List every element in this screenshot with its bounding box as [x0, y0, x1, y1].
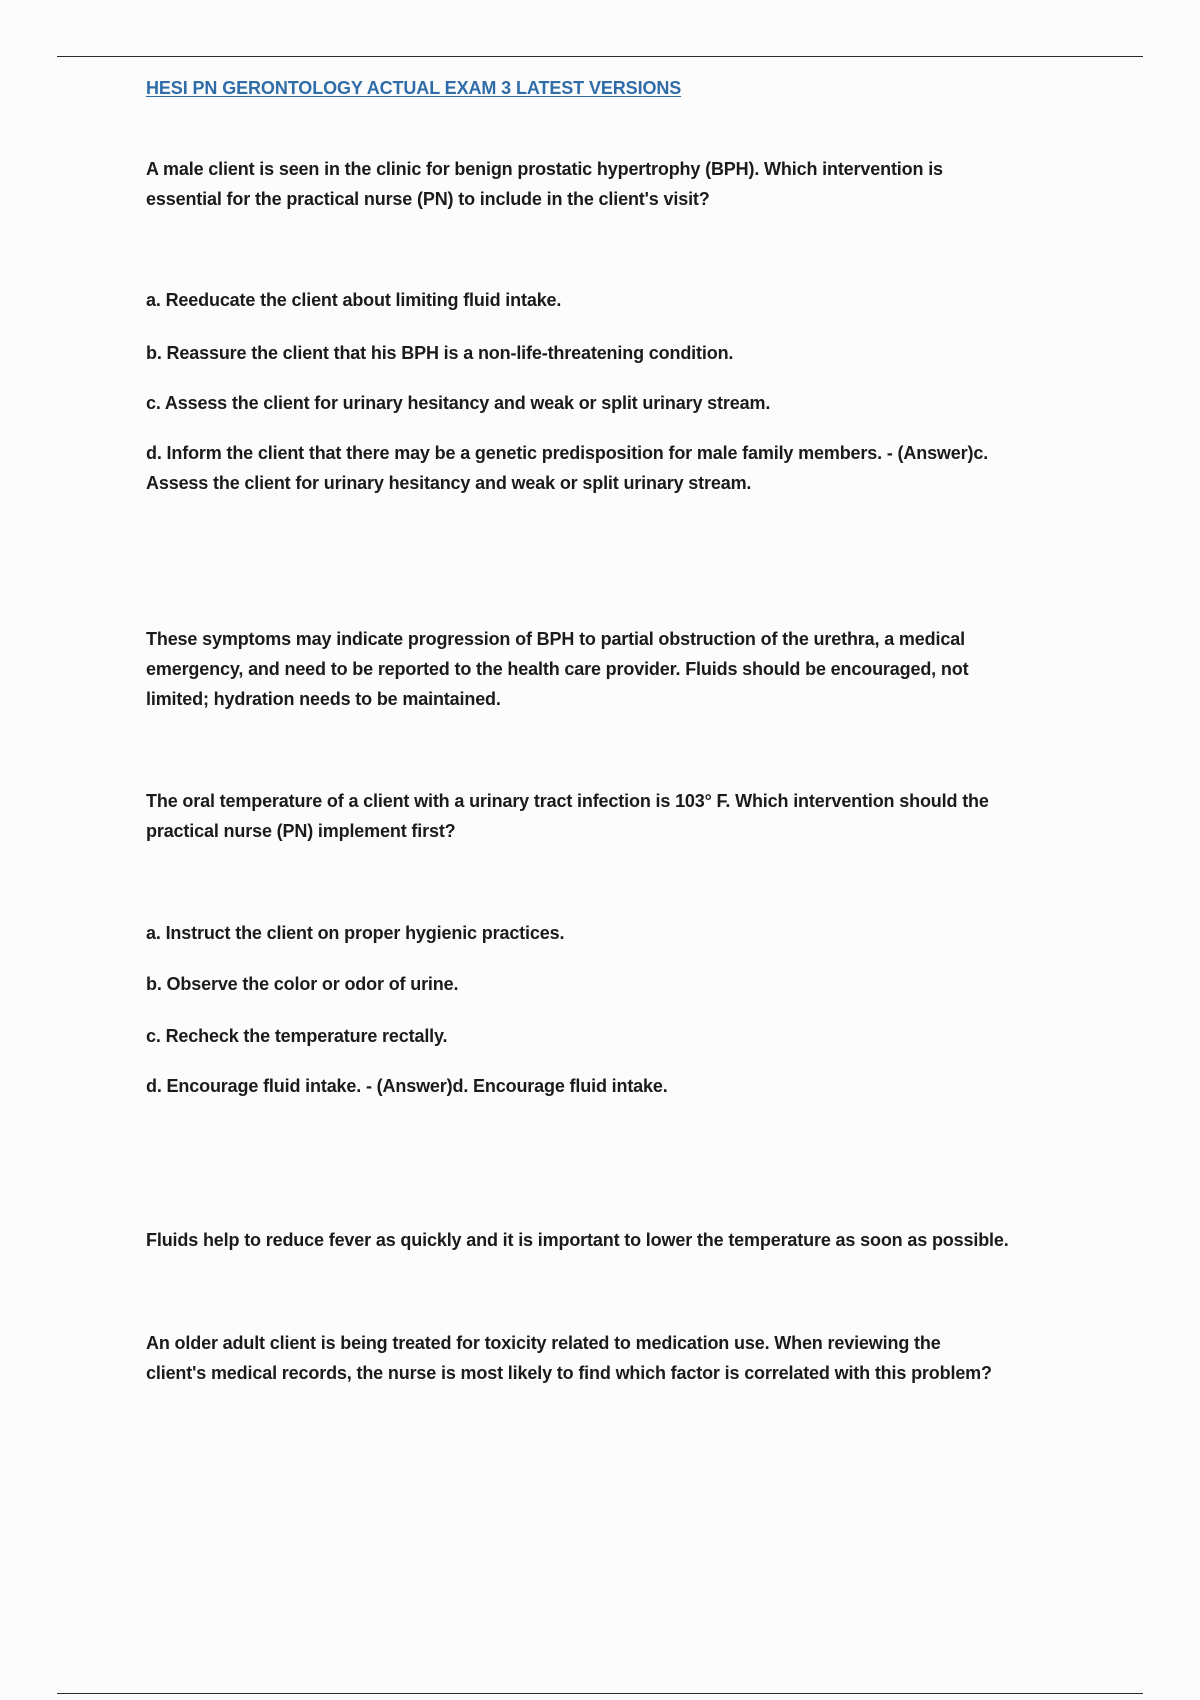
question-1-option-d-line-1: d. Inform the client that there may be a genetic predisposition for male family members. - (Answer)c.	[146, 443, 989, 463]
question-1-answer-line: Assess the client for urinary hesitancy and weak or split urinary stream.	[146, 473, 752, 493]
question-2-stem-line-1: The oral temperature of a client with a urinary tract infection is 103° F. Which intervention should the	[146, 791, 989, 811]
question-2-option-b: b. Observe the color or odor of urine.	[146, 974, 459, 994]
question-2-option-d: d. Encourage fluid intake. - (Answer)d. Encourage fluid intake.	[146, 1076, 668, 1096]
question-2-stem-line-2: practical nurse (PN) implement first?	[146, 821, 456, 841]
question-1-rationale	[146, 624, 1091, 714]
question-3-stem	[146, 1328, 1091, 1388]
question-1-stem	[146, 154, 1091, 214]
document-title: HESI PN GERONTOLOGY ACTUAL EXAM 3 LATEST VERSIONS	[146, 78, 682, 98]
question-2-option-a: a. Instruct the client on proper hygienic practices.	[146, 923, 565, 943]
header-rule	[57, 56, 1143, 57]
question-1-option-d	[146, 438, 1091, 498]
question-3-stem-line-1: An older adult client is being treated for toxicity related to medication use. When reviewing the	[146, 1333, 941, 1353]
question-2-stem	[146, 786, 1091, 846]
question-2-option-c: c. Recheck the temperature rectally.	[146, 1026, 448, 1046]
question-3-stem-line-2: client's medical records, the nurse is most likely to find which factor is correlated with this problem?	[146, 1363, 992, 1383]
question-1-rationale-line-2: emergency, and need to be reported to the health care provider. Fluids should be encouraged, not	[146, 659, 969, 679]
question-1-option-c: c. Assess the client for urinary hesitancy and weak or split urinary stream.	[146, 393, 771, 413]
question-1-rationale-line-1: These symptoms may indicate progression of BPH to partial obstruction of the urethra, a medical	[146, 629, 965, 649]
question-2-rationale: Fluids help to reduce fever as quickly and it is important to lower the temperature as soon as possible.	[146, 1230, 1009, 1250]
question-1-rationale-line-3: limited; hydration needs to be maintained.	[146, 689, 501, 709]
question-1-stem-line-1: A male client is seen in the clinic for benign prostatic hypertrophy (BPH). Which intervention is	[146, 159, 943, 179]
footer-rule	[57, 1693, 1143, 1694]
question-1-option-a: a. Reeducate the client about limiting fluid intake.	[146, 290, 562, 310]
question-1-option-b: b. Reassure the client that his BPH is a non-life-threatening condition.	[146, 343, 734, 363]
question-1-stem-line-2: essential for the practical nurse (PN) to include in the client's visit?	[146, 189, 710, 209]
